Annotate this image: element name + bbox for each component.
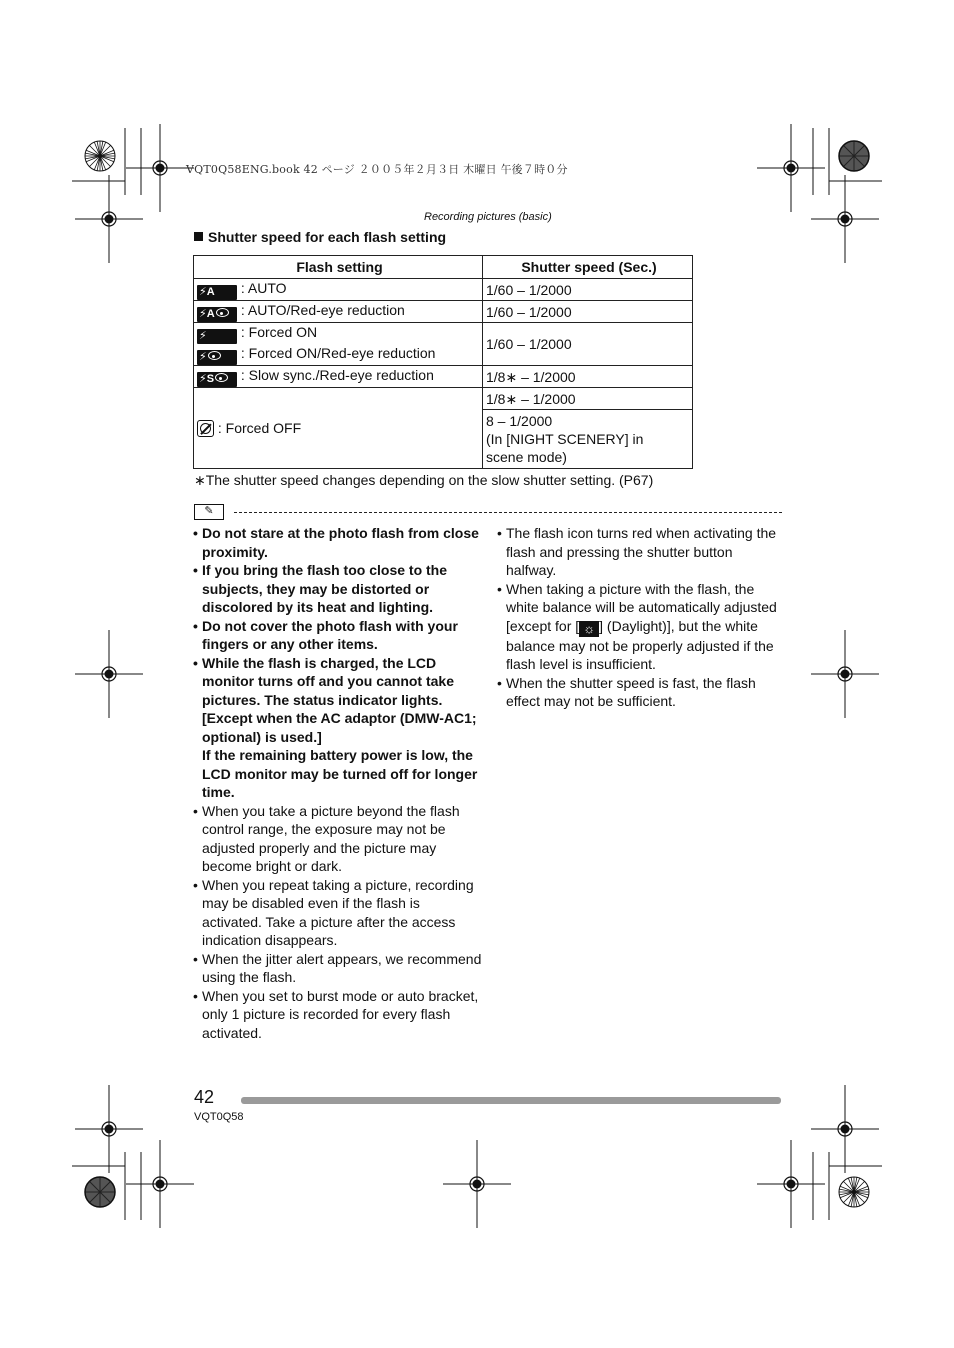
table-cell-speed: 1/8∗ – 1/2000 [483, 366, 693, 388]
notes-left-column [193, 524, 483, 1042]
table-cell-setting [194, 366, 483, 388]
table-header-row [194, 256, 693, 279]
flash-auto-redeye-icon: ⚡A [197, 307, 237, 322]
table-row [194, 279, 693, 301]
table-cell-speed: 1/60 – 1/2000 [483, 323, 693, 366]
document-code: VQT0Q58 [194, 1111, 244, 1123]
table-cell-setting [194, 279, 483, 301]
flash-auto-icon: ⚡A [197, 285, 237, 300]
section-title [194, 229, 446, 245]
table-cell-speed: 1/60 – 1/2000 [483, 279, 693, 301]
setting-label: : Forced OFF [217, 420, 302, 436]
list-item: • The flash icon turns red when activating the flash and pressing the shutter button halfway. [497, 524, 782, 580]
flash-shutter-table [193, 255, 693, 469]
page-footer-bar [241, 1097, 781, 1104]
table-row [194, 388, 693, 410]
list-item: • While the flash is charged, the LCD monitor turns off and you cannot take pictures. The status indicator lights. [Except when the AC adaptor (DMW-AC1; optional) is used.] If the remaining battery power is low, the LCD monitor may be turned off for longer time. [193, 654, 483, 802]
table-cell-setting [194, 301, 483, 323]
table-cell-speed: 8 – 1/2000 (In [NIGHT SCENERY] in scene mode) [483, 410, 693, 469]
list-item: • Do not cover the photo flash with your fingers or any other items. [193, 617, 483, 654]
table-cell-speed: 1/8∗ – 1/2000 [483, 388, 693, 410]
page-number: 42 [194, 1087, 215, 1107]
flash-forced-on-redeye-icon: ⚡ [197, 350, 237, 365]
print-info-line: VQT0Q58ENG.book 42 ページ ２００５年２月３日 木曜日 午後７時０分 [186, 163, 568, 176]
setting-label: : Forced ON [240, 324, 318, 340]
square-bullet-icon [194, 232, 203, 241]
table-row [194, 366, 693, 388]
flash-off-icon [197, 420, 214, 437]
list-item: • Do not stare at the photo flash from close proximity. [193, 524, 483, 561]
list-item: • When you set to burst mode or auto bracket, only 1 picture is recorded for every flash activated. [193, 987, 483, 1043]
list-item: • When you take a picture beyond the flash control range, the exposure may not be adjusted properly and the picture may become bright or dark. [193, 802, 483, 876]
dashed-divider [234, 512, 782, 513]
table-cell-speed: 1/60 – 1/2000 [483, 301, 693, 323]
flash-forced-on-icon: ⚡ [197, 329, 237, 344]
setting-label: : AUTO [240, 280, 287, 296]
table-row [194, 301, 693, 323]
list-item: • When the jitter alert appears, we recommend using the flash. [193, 950, 483, 987]
list-item: • When the shutter speed is fast, the flash effect may not be sufficient. [497, 674, 782, 711]
table-header-cell: Flash setting [194, 256, 483, 279]
notes-right-column [497, 524, 782, 711]
running-head: Recording pictures (basic) [424, 211, 552, 223]
table-header-cell: Shutter speed (Sec.) [483, 256, 693, 279]
setting-label: : AUTO/Red-eye reduction [240, 302, 405, 318]
daylight-icon: ☼ [579, 621, 599, 637]
setting-label: : Forced ON/Red-eye reduction [240, 345, 436, 361]
list-item: • When you repeat taking a picture, recording may be disabled even if the flash is activated. Take a picture after the access indication disappears. [193, 876, 483, 950]
flash-slow-sync-redeye-icon: ⚡S [197, 372, 237, 387]
table-row [194, 323, 693, 366]
list-item: • When taking a picture with the flash, the white balance will be automatically adjusted [except for [ ☼ ] (Daylight)], but the white balance may not be properly adjusted if the flash level is insufficient. [497, 580, 782, 674]
list-item: • If you bring the flash too close to the subjects, they may be distorted or discolored by its heat and lighting. [193, 561, 483, 617]
table-cell-setting [194, 323, 483, 366]
section-title-text: Shutter speed for each flash setting [208, 229, 447, 245]
setting-label: : Slow sync./Red-eye reduction [240, 367, 434, 383]
table-cell-setting [194, 388, 483, 469]
footnote: ∗The shutter speed changes depending on the slow shutter setting. (P67) [194, 472, 654, 488]
memo-note-icon: ✎ [194, 504, 224, 520]
